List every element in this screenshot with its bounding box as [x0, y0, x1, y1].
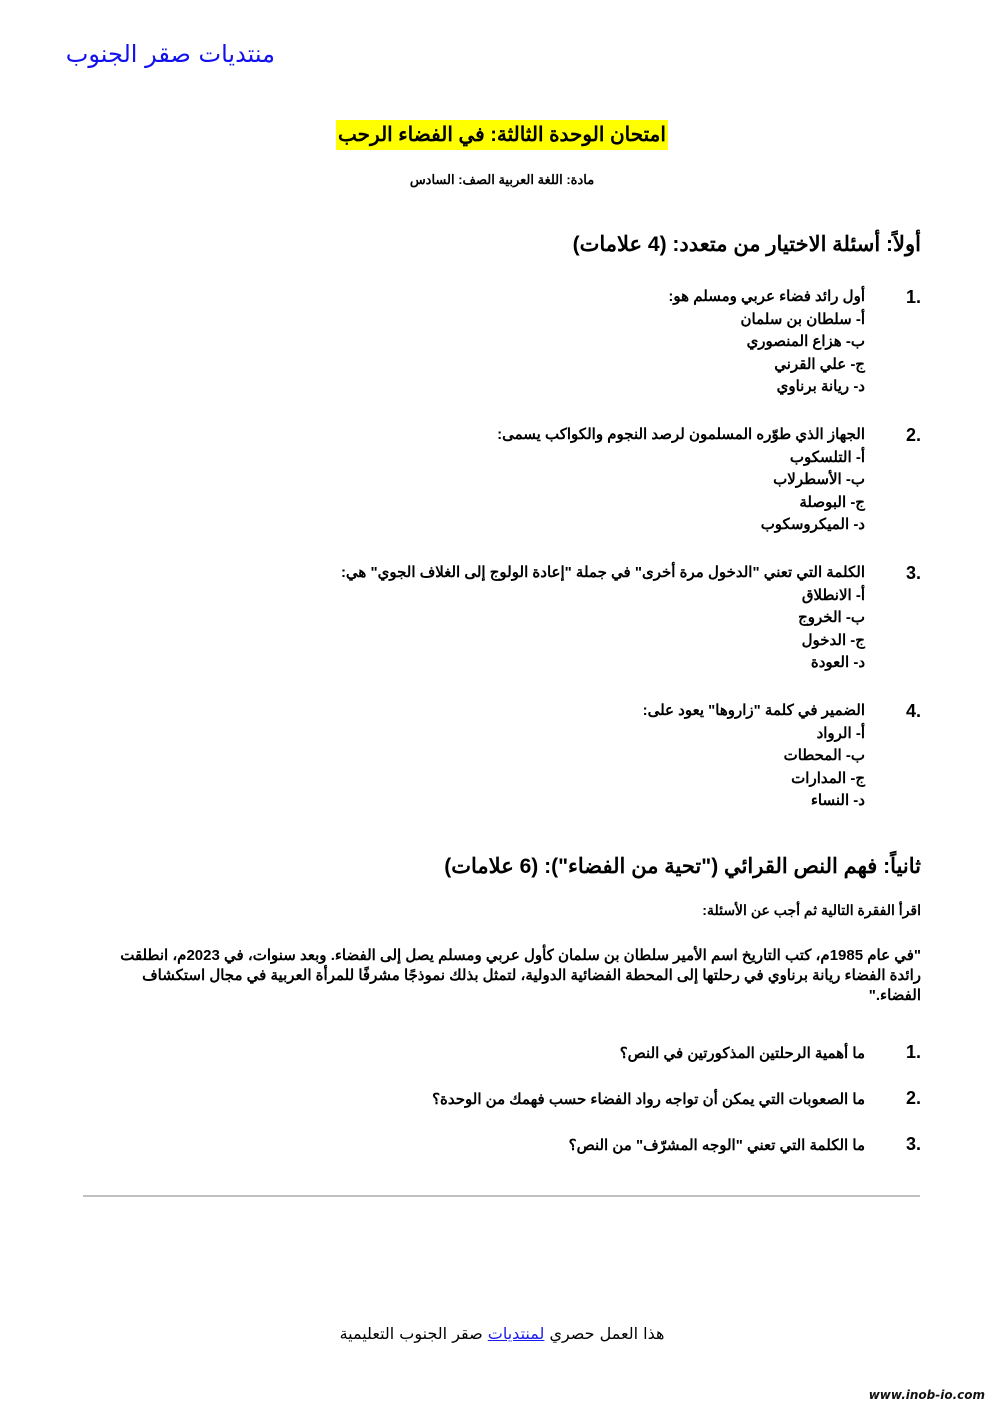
question-text: الضمير في كلمة "زاروها" يعود على: [642, 702, 865, 719]
open-question-1 [620, 1044, 921, 1062]
question-number: 3. [905, 1134, 921, 1154]
option-b: ب- هزاع المنصوري [746, 333, 865, 350]
footer-note [0, 1324, 993, 1343]
question-number: 3. [905, 563, 921, 583]
question-number: 2. [905, 1088, 921, 1108]
option-a: أ- التلسكوب [789, 448, 865, 466]
option-c: ج- المدارات [791, 769, 865, 787]
horizontal-divider [83, 1195, 920, 1197]
section1-heading: أولاً: أسئلة الاختيار من متعدد: (4 علامات) [572, 233, 921, 256]
option-d: د- الميكروسكوب [760, 516, 865, 533]
question-text: ما أهمية الرحلتين المذكورتين في النص؟ [619, 1045, 865, 1062]
option-a: أ- الرواد [816, 724, 865, 742]
mcq-question-1 [668, 286, 921, 399]
reading-passage: "في عام 1985م، كتب التاريخ اسم الأمير سلطان بن سلمان كأول عربي ومسلم يصل إلى الفضاء. وبعد سنوات، في 2023م، انطلقت رائدة الفضاء ريانة برناوي في رحلتها إلى المحطة الفضائية الدولية، لتمثل بذلك نموذجًا مشرفًا للمرأة العربية في مجال استكشاف الفضاء." [120, 947, 921, 1004]
question-number: 2. [905, 425, 921, 445]
option-d: د- ريانة برناوي [776, 378, 865, 395]
question-text: الكلمة التي تعني "الدخول مرة أخرى" في جملة "إعادة الولوج إلى الغلاف الجوي" هي: [340, 564, 865, 581]
section2-heading: ثانياً: فهم النص القرائي ("تحية من الفضاء"): (6 علامات) [444, 855, 921, 878]
option-b: ب- المحطات [783, 747, 865, 764]
reading-instruction: اقرأ الفقرة التالية ثم أجب عن الأسئلة: [702, 902, 921, 918]
option-c: ج- الدخول [801, 631, 865, 649]
open-question-3 [569, 1136, 921, 1154]
forum-link[interactable]: لمنتديات [487, 1324, 545, 1343]
option-d: د- العودة [810, 654, 865, 671]
option-b: ب- الخروج [798, 609, 865, 626]
option-a: أ- سلطان بن سلمان [740, 310, 865, 328]
option-c: ج- البوصلة [799, 493, 865, 511]
question-text: ما الكلمة التي تعني "الوجه المشرّف" من النص؟ [568, 1137, 865, 1154]
mcq-question-2 [497, 424, 921, 537]
footer-text-after: صقر الجنوب التعليمية [339, 1324, 488, 1343]
option-a: أ- الانطلاق [801, 586, 865, 604]
mcq-question-3 [341, 562, 921, 675]
question-text: الجهاز الذي طوّره المسلمون لرصد النجوم والكواكب يسمى: [497, 426, 865, 443]
site-brand: منتديات صقر الجنوب [65, 40, 275, 68]
option-c: ج- علي القرني [774, 355, 865, 373]
question-text: ما الصعوبات التي يمكن أن تواجه رواد الفضاء حسب فهمك من الوحدة؟ [432, 1091, 865, 1108]
exam-title: امتحان الوحدة الثالثة: في الفضاء الرحب [336, 120, 668, 150]
footer-text-before: هذا العمل حصري [544, 1324, 665, 1343]
question-number: 1. [905, 287, 921, 307]
question-number: 4. [905, 701, 921, 721]
question-text: أول رائد فضاء عربي ومسلم هو: [668, 288, 865, 305]
exam-title-container [0, 120, 993, 150]
website-watermark: www.inob-io.com [868, 1388, 985, 1402]
subject-line: مادة: اللغة العربية الصف: السادس [409, 172, 595, 187]
option-d: د- النساء [810, 792, 865, 809]
open-question-2 [432, 1090, 921, 1108]
option-b: ب- الأسطرلاب [773, 471, 865, 488]
question-number: 1. [905, 1042, 921, 1062]
mcq-question-4 [643, 700, 921, 813]
